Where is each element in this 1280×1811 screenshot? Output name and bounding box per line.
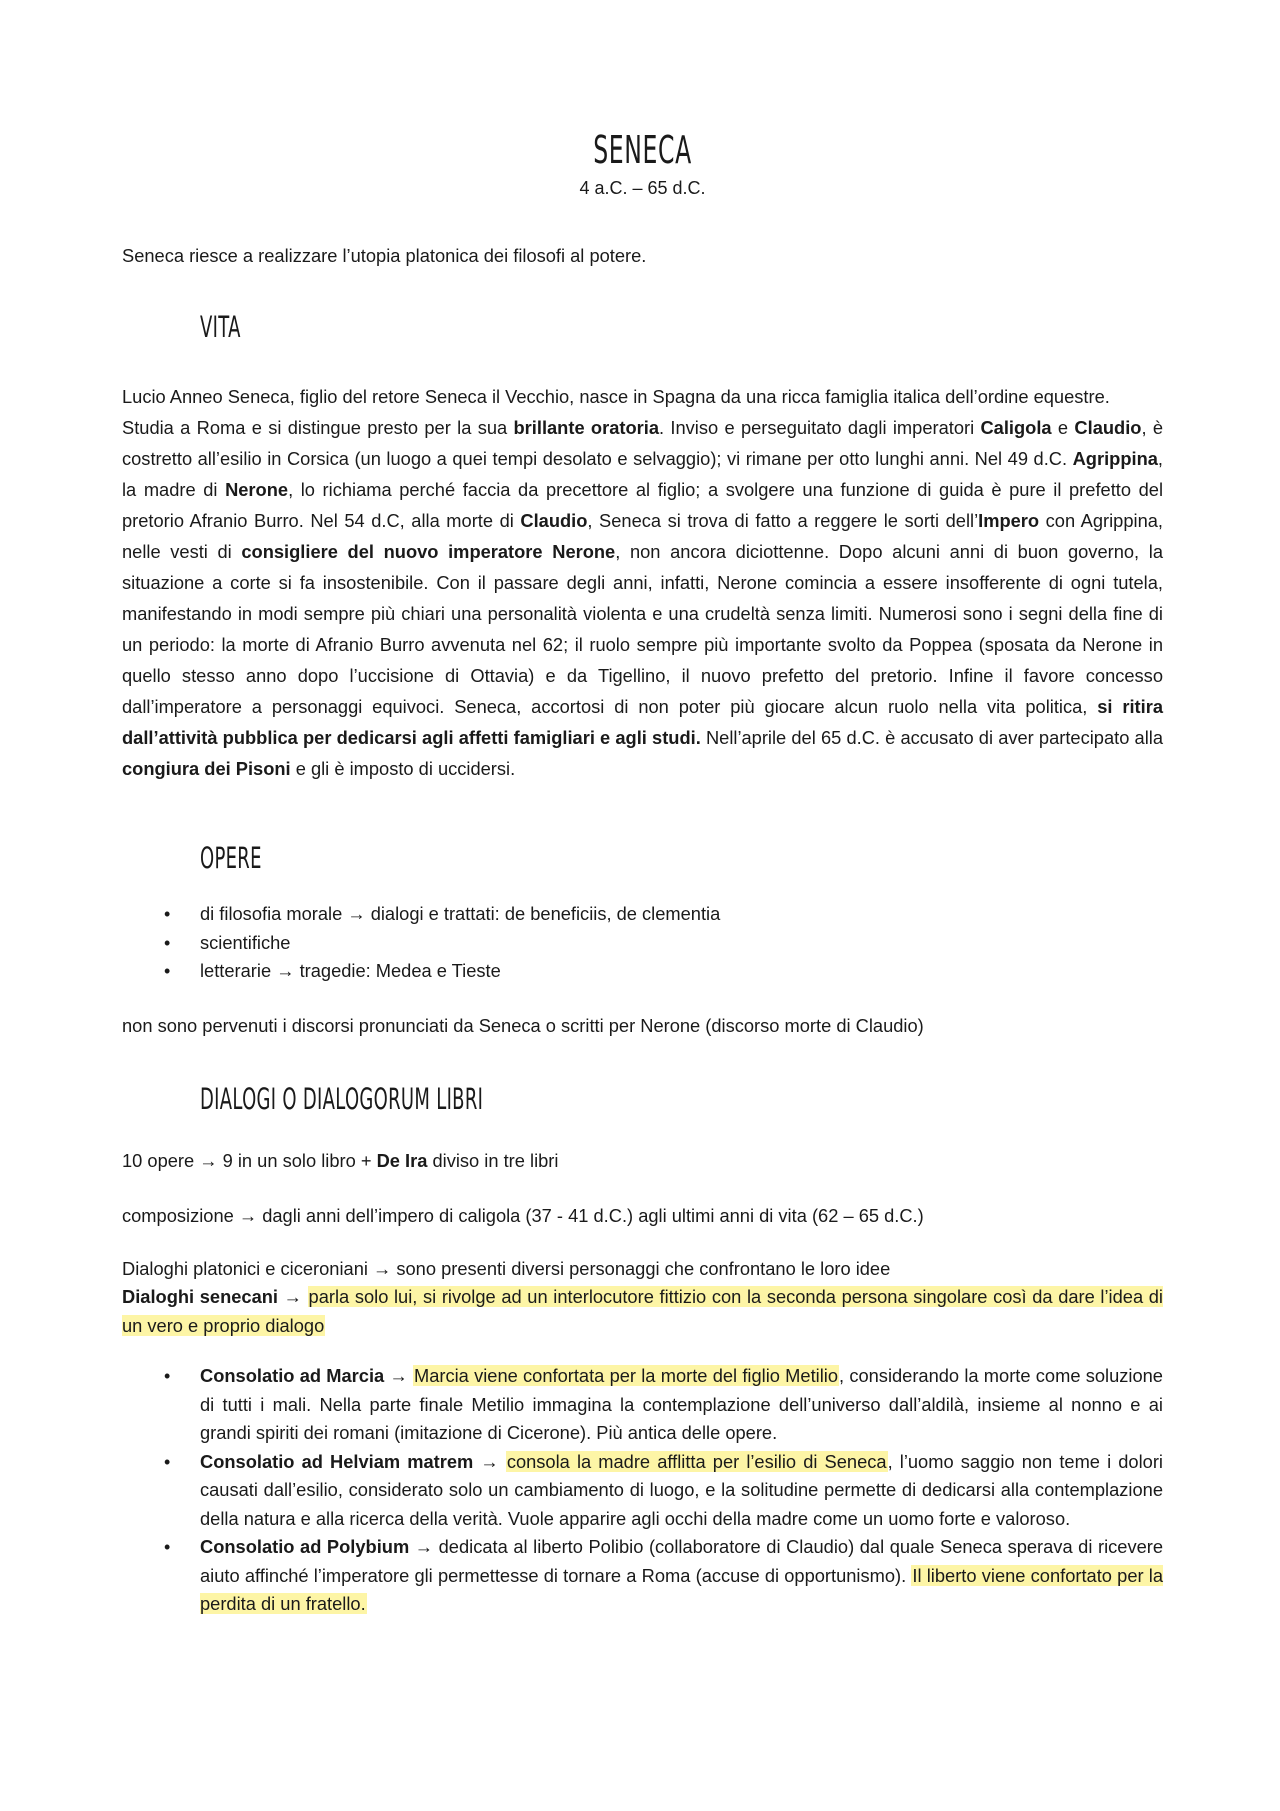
list-item: • letterarie → tragedie: Medea e Tieste	[200, 957, 1163, 986]
highlight: Il liberto viene confortato per la perdita di un fratello.	[200, 1564, 1164, 1614]
list-item: • Consolatio ad Helviam matrem → consola la madre afflitta per l’esilio di Seneca, l’uomo saggio non teme i dolori causati dall’esilio, considerato solo un cambiamento di luogo, e la solitudine permette di dedicarsi alla contemplazione della natura e alla ricerca della verità. Vuole apparire agli occhi della madre come un uomo forte e valoroso.	[200, 1448, 1163, 1534]
list-item: • scientifiche	[200, 929, 1163, 958]
consolationes-list	[122, 1362, 1163, 1619]
dialogi-composizione: composizione → dagli anni dell’impero di caligola (37 - 41 d.C.) agli ultimi anni di vita (62 – 65 d.C.)	[122, 1204, 924, 1226]
section-heading-dialogi: DIALOGI O DIALOGORUM LIBRI	[200, 1081, 484, 1116]
opere-list	[122, 900, 1163, 986]
dialogi-count: 10 opere → 9 in un solo libro + De Ira diviso in tre libri	[122, 1149, 559, 1171]
list-item: • Consolatio ad Polybium → dedicata al liberto Polibio (collaboratore di Claudio) dal quale Seneca sperava di ricevere aiuto affinché l’imperatore gli permettesse di tornare a Roma (accuse di opportunismo). Il liberto viene confortato per la perdita di un fratello.	[200, 1533, 1163, 1619]
title-block	[122, 0, 1163, 200]
page-title: SENECA	[593, 128, 692, 172]
section-heading-vita: VITA	[200, 310, 241, 344]
highlight: parla solo lui, si rivolge ad un interlocutore fittizio con la seconda persona singolare così da dare l’idea di un vero e proprio dialogo	[122, 1286, 1163, 1336]
highlight: consola la madre afflitta per l’esilio di Seneca	[506, 1450, 887, 1472]
life-dates: 4 a.C. – 65 d.C.	[579, 178, 706, 198]
list-item: • Consolatio ad Marcia → Marcia viene confortata per la morte del figlio Metilio, considerando la morte come soluzione di tutti i mali. Nella parte finale Metilio immagina la contemplazione dell’universo dall’aldilà, insieme al nonno e ai grandi spiriti dei romani (imitazione di Cicerone). Più antica delle opere.	[200, 1362, 1163, 1448]
dialogi-comparison	[122, 1255, 1163, 1341]
document-page	[122, 0, 1163, 1619]
dialoghi-senecani: Dialoghi senecani → parla solo lui, si rivolge ad un interlocutore fittizio con la seconda persona singolare così da dare l’idea di un vero e proprio dialogo	[122, 1286, 1163, 1336]
vita-paragraph-1: Lucio Anneo Seneca, figlio del retore Seneca il Vecchio, nasce in Spagna da una ricca famiglia italica dell’ordine equestre.	[122, 386, 1110, 407]
highlight: Marcia viene confortata per la morte del figlio Metilio	[413, 1365, 838, 1386]
list-item: • di filosofia morale → dialogi e trattati: de beneficiis, de clementia	[200, 900, 1163, 929]
intro-paragraph: Seneca riesce a realizzare l’utopia platonica dei filosofi al potere.	[122, 245, 647, 266]
vita-body	[122, 381, 1163, 784]
section-heading-opere: OPERE	[200, 841, 262, 875]
vita-paragraph-2: Studia a Roma e si distingue presto per la sua brillante oratoria. Inviso e perseguitato dagli imperatori Caligola e Claudio, è costretto all’esilio in Corsica (un luogo a quei tempi desolato e selvaggio); vi rimane per otto lunghi anni. Nel 49 d.C. Agrippina, la madre di Nerone, lo richiama perché faccia da precettore al figlio; a svolgere una funzione di guida è pure il prefetto del pretorio Afranio Burro. Nel 54 d.C, alla morte di Claudio, Seneca si trova di fatto a reggere le sorti dell’Impero con Agrippina, nelle vesti di consigliere del nuovo imperatore Nerone, non ancora diciottenne. Dopo alcuni anni di buon governo, la situazione a corte si fa insostenibile. Con il passare degli anni, infatti, Nerone comincia a essere insofferente di ogni tutela, manifestando in modi sempre più chiari una personalità violenta e una crudeltà senza limiti. Numerosi sono i segni della fine di un periodo: la morte di Afranio Burro avvenuta nel 62; il ruolo sempre più importante svolto da Poppea (sposata da Nerone in quello stesso anno dopo l’uccisione di Ottavia) e da Tigellino, il nuovo prefetto del pretorio. Infine il favore concesso dall’imperatore a personaggi equivoci. Seneca, accortosi di non poter più giocare alcun ruolo nella vita politica, si ritira dall’attività pubblica per dedicarsi agli affetti famigliari e agli studi. Nell’aprile del 65 d.C. è accusato di aver partecipato alla congiura dei Pisoni e gli è imposto di uccidersi.	[122, 417, 1164, 779]
dialoghi-platonici: Dialoghi platonici e ciceroniani → sono presenti diversi personaggi che confrontano le loro idee	[122, 1257, 891, 1279]
opere-note: non sono pervenuti i discorsi pronunciati da Seneca o scritti per Nerone (discorso morte di Claudio)	[122, 1014, 924, 1036]
